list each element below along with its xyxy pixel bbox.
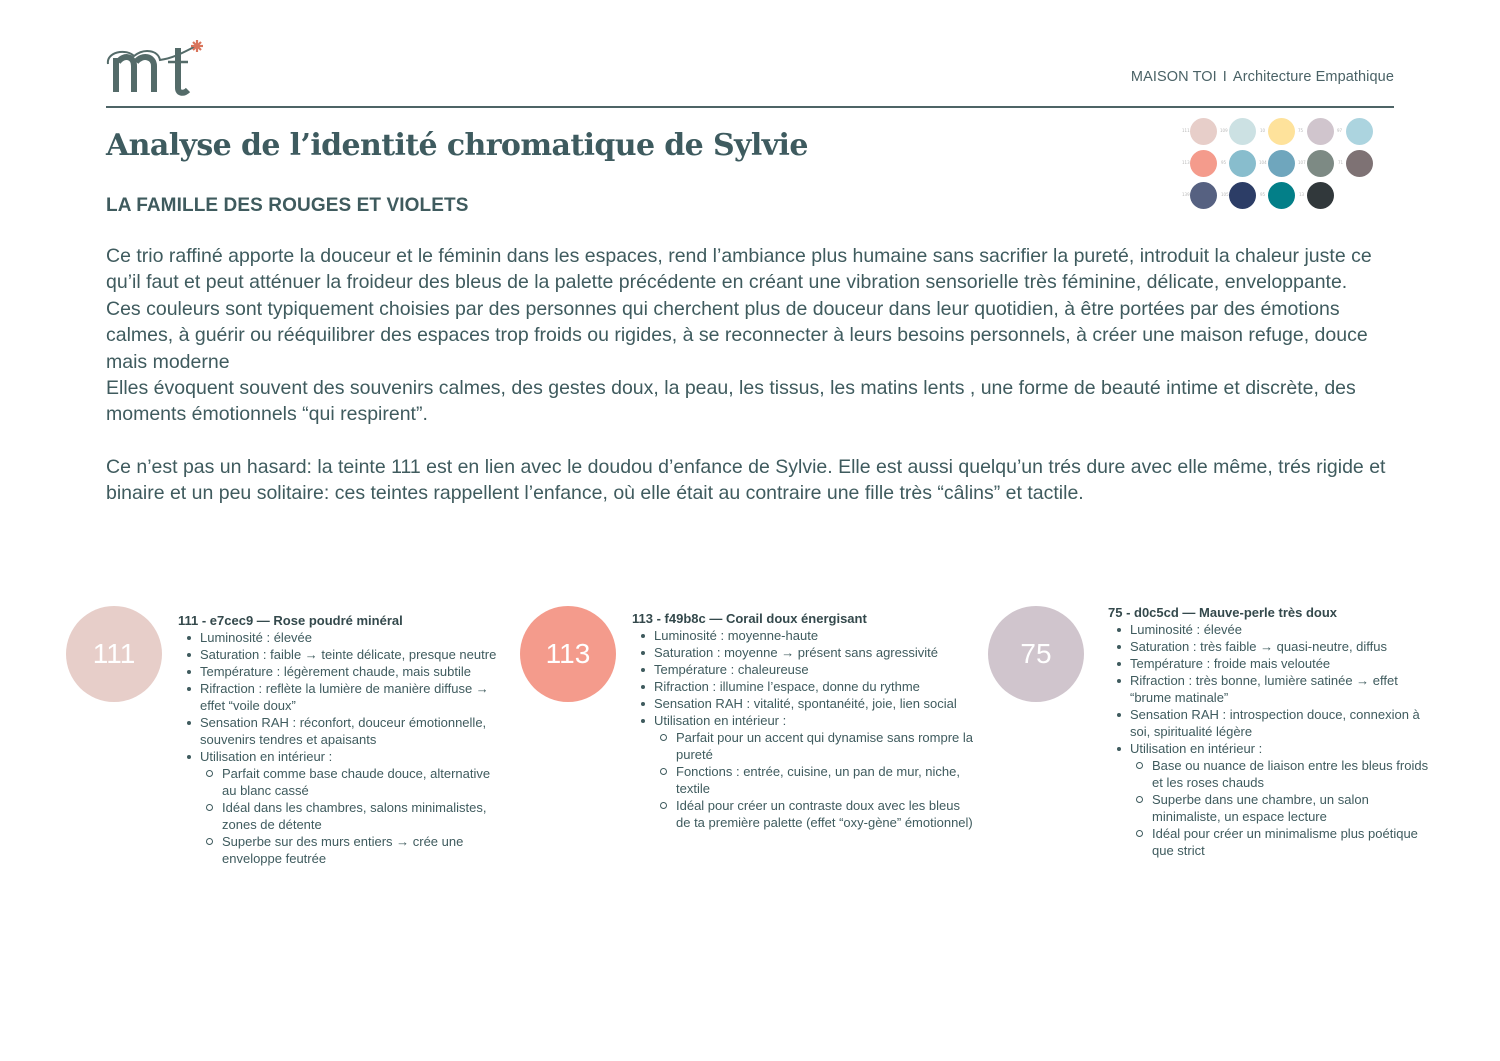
swatch-label: 139: [1182, 192, 1190, 197]
brand-header: [1131, 69, 1394, 85]
palette-swatch: [1190, 118, 1217, 145]
intro-text: [106, 243, 1396, 507]
swatch-label: 105: [1221, 192, 1229, 197]
color-attribute: Saturation : moyenne → présent sans agressivité: [632, 644, 977, 661]
asterisk-icon: [191, 40, 203, 52]
palette-swatch: [1307, 182, 1334, 209]
swatch-label: 10: [1260, 128, 1266, 133]
swatch-label: 13: [1299, 192, 1305, 197]
swatch-label: 104: [1259, 160, 1267, 165]
color-palette-grid: [1180, 116, 1380, 216]
usage-item: Superbe dans une chambre, un salon minimaliste, un espace lecture: [1130, 791, 1438, 825]
palette-swatch: [1346, 150, 1373, 177]
swatch-label: 107: [1298, 160, 1306, 165]
palette-swatch: [1229, 182, 1256, 209]
color-heading: 113 - f49b8c — Corail doux énergisant: [632, 611, 867, 626]
color-attribute: Température : froide mais veloutée: [1108, 655, 1438, 672]
color-attribute: Utilisation en intérieur : Parfait pour un accent qui dynamise sans rompre la pureté Fonctions : entrée, cuisine, un pan de mur, niche, textile Idéal pour créer un contraste doux avec les bleus de ta première palette (effet “oxy-gène” émotionnel): [632, 712, 977, 831]
color-attribute: Sensation RAH : réconfort, douceur émotionnelle, souvenirs tendres et apaisants: [178, 714, 498, 748]
color-attribute: Rifraction : reflète la lumière de manière diffuse → effet “voile doux”: [178, 680, 498, 714]
brand-separator: I: [1222, 69, 1227, 85]
usage-item: Idéal pour créer un contraste doux avec les bleus de ta première palette (effet “oxy-gène” émotionnel): [654, 797, 977, 831]
usage-item: Parfait comme base chaude douce, alternative au blanc cassé: [200, 765, 498, 799]
palette-swatch: [1190, 150, 1217, 177]
color-attribute: Luminosité : élevée: [1108, 621, 1438, 638]
swatch-label: 109: [1220, 128, 1228, 133]
palette-swatch: [1190, 182, 1217, 209]
swatch-label: 111: [1182, 128, 1190, 133]
swatch-label: 95: [1221, 160, 1227, 165]
page-title: Analyse de l’identité chromatique de Sylvie: [106, 128, 808, 163]
palette-swatch: [1268, 150, 1295, 177]
color-heading: 111 - e7cec9 — Rose poudré minéral: [178, 613, 403, 628]
palette-swatch: [1307, 150, 1334, 177]
swatch-label: 97: [1337, 128, 1343, 133]
color-details: [632, 610, 977, 831]
intro-paragraph: Ce n’est pas un hasard: la teinte 111 est en lien avec le doudou d’enfance de Sylvie. Elle est aussi quelqu’un trés dure avec elle même, trés rigide et binaire et un peu solitaire: ces teintes rappellent l’enfance, où elle était au contraire une fille très “câlins” et tactile.: [106, 455, 1386, 505]
palette-swatch: [1268, 182, 1295, 209]
palette-swatch: [1229, 150, 1256, 177]
brand-tagline: Architecture Empathique: [1232, 69, 1394, 85]
color-attribute: Rifraction : illumine l’espace, donne du rythme: [632, 678, 977, 695]
swatch-label: 95: [1260, 192, 1266, 197]
color-attribute: Sensation RAH : introspection douce, connexion à soi, spiritualité légère: [1108, 706, 1438, 740]
color-attribute: Sensation RAH : vitalité, spontanéité, joie, lien social: [632, 695, 977, 712]
color-attribute: Température : légèrement chaude, mais subtile: [178, 663, 498, 680]
intro-paragraph: Elles évoquent souvent des souvenirs calmes, des gestes doux, la peau, les tissus, les matins lents , une forme de beauté intime et discrète, des moments émotionnels “qui respirent”.: [106, 377, 1356, 426]
mt-monogram-icon: [104, 38, 214, 98]
color-attribute: Rifraction : très bonne, lumière satinée → effet “brume matinale”: [1108, 672, 1438, 706]
palette-swatch: [1307, 118, 1334, 145]
intro-paragraph: Ce trio raffiné apporte la douceur et le féminin dans les espaces, rend l’ambiance plus humaine sans sacrifier la pureté, introduit la chaleur juste ce qu’il faut et peut atténuer la froideur des bleus de la palette précédente en créant une vibration sensorielle très féminine, délicate, enveloppante.: [106, 245, 1372, 294]
color-circle: 75: [988, 606, 1084, 702]
color-heading: 75 - d0c5cd — Mauve-perle très doux: [1108, 605, 1338, 620]
color-details: [178, 612, 498, 867]
color-attribute: Luminosité : élevée: [178, 629, 498, 646]
usage-item: Superbe sur des murs entiers → crée une enveloppe feutrée: [200, 833, 498, 867]
usage-item: Base ou nuance de liaison entre les bleus froids et les roses chauds: [1130, 757, 1438, 791]
intro-paragraph: Ces couleurs sont typiquement choisies par des personnes qui cherchent plus de douceur dans leur quotidien, à être portées par des émotions calmes, à guérir ou rééquilibrer des espaces trop froids ou rigides, à se reconnecter à leurs besoins personnels, à créer une maison refuge, douce mais moderne: [106, 297, 1368, 373]
section-subtitle: LA FAMILLE DES ROUGES ET VIOLETS: [106, 195, 469, 216]
header-divider: [106, 106, 1394, 108]
color-attribute: Utilisation en intérieur : Parfait comme base chaude douce, alternative au blanc cassé Idéal dans les chambres, salons minimalistes, zones de détente Superbe sur des murs entiers → crée une enveloppe feutrée: [178, 748, 498, 867]
color-attribute: Saturation : très faible → quasi-neutre, diffus: [1108, 638, 1438, 655]
brand-name: MAISON TOI: [1130, 69, 1217, 85]
maison-toi-logo: [104, 38, 214, 98]
color-attribute: Utilisation en intérieur : Base ou nuance de liaison entre les bleus froids et les roses chauds Superbe dans une chambre, un salon minimaliste, un espace lecture Idéal pour créer un minimalisme plus poétique que strict: [1108, 740, 1438, 859]
palette-swatch: [1268, 118, 1295, 145]
color-details: [1108, 604, 1438, 859]
usage-item: Parfait pour un accent qui dynamise sans rompre la pureté: [654, 729, 977, 763]
swatch-label: 75: [1298, 128, 1304, 133]
palette-swatch: [1346, 118, 1373, 145]
color-attribute: Saturation : faible → teinte délicate, presque neutre: [178, 646, 498, 663]
usage-item: Idéal dans les chambres, salons minimalistes, zones de détente: [200, 799, 498, 833]
color-attribute: Température : chaleureuse: [632, 661, 977, 678]
palette-swatch: [1229, 118, 1256, 145]
usage-item: Idéal pour créer un minimalisme plus poétique que strict: [1130, 825, 1438, 859]
color-circle: 113: [520, 606, 616, 702]
swatch-label: 113: [1182, 160, 1190, 165]
color-circle: 111: [66, 606, 162, 702]
color-attribute: Luminosité : moyenne-haute: [632, 627, 977, 644]
swatch-label: 71: [1338, 160, 1344, 165]
usage-item: Fonctions : entrée, cuisine, un pan de mur, niche, textile: [654, 763, 977, 797]
